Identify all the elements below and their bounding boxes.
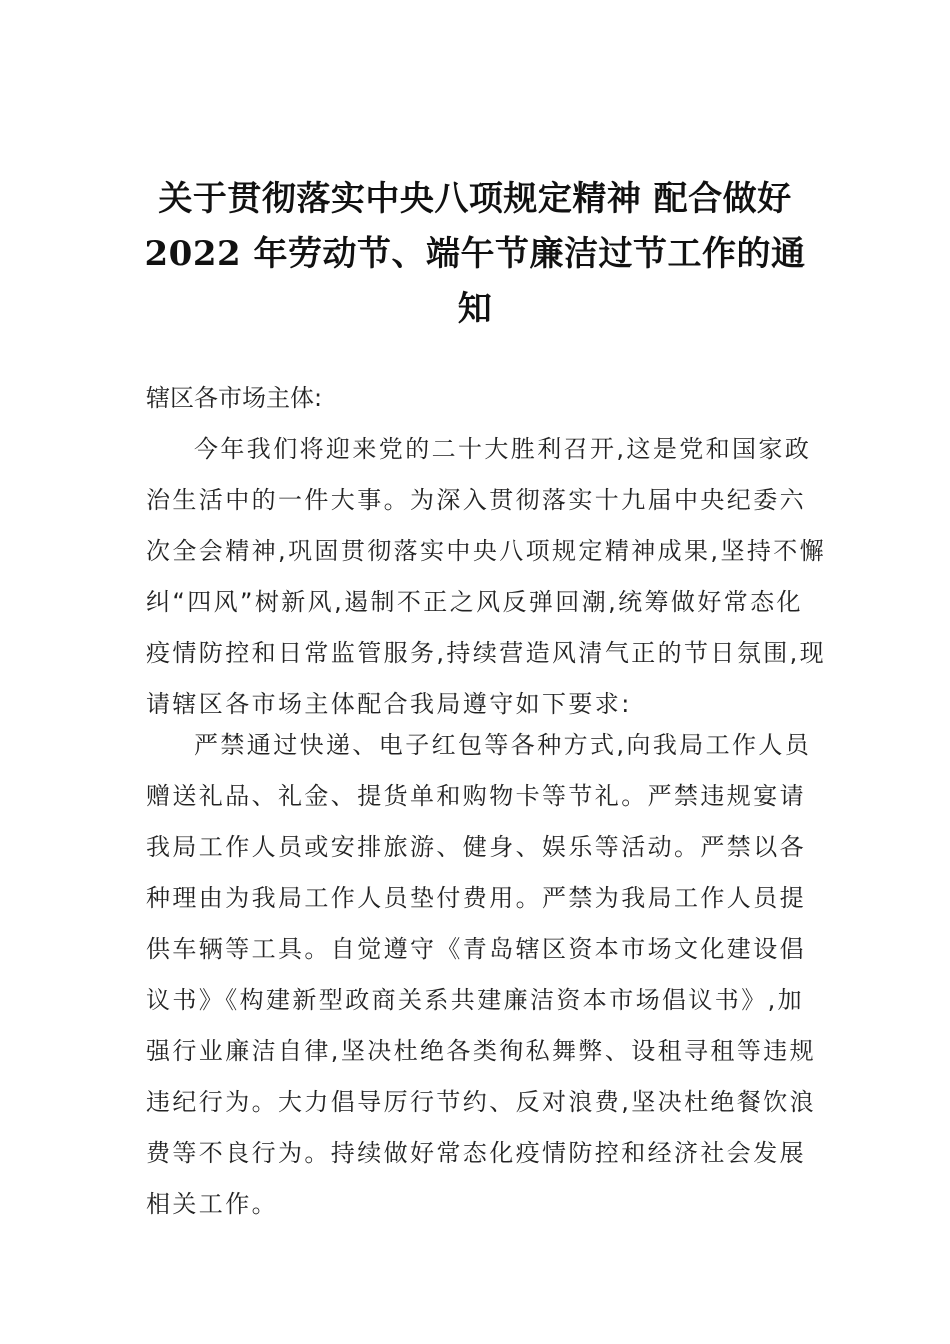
paragraph-1 <box>146 424 827 730</box>
paragraph-line: 请辖区各市场主体配合我局遵守如下要求: <box>146 690 632 718</box>
paragraph-line: 议书》《构建新型政商关系共建廉洁资本市场倡议书》,加 <box>146 986 805 1014</box>
title-line: 关于贯彻落实中央八项规定精神 配合做好 <box>158 179 792 219</box>
paragraph-line: 我局工作人员或安排旅游、健身、娱乐等活动。严禁以各 <box>146 833 806 861</box>
paragraph-line: 强行业廉洁自律,坚决杜绝各类徇私舞弊、设租寻租等违规 <box>146 1037 817 1065</box>
salutation: 辖区各市场主体: <box>146 384 323 412</box>
paragraph-line: 费等不良行为。持续做好常态化疫情防控和经济社会发展 <box>146 1139 806 1167</box>
paragraph-line: 治生活中的一件大事。为深入贯彻落实十九届中央纪委六 <box>146 486 806 514</box>
paragraph-line: 相关工作。 <box>146 1190 278 1218</box>
document-title <box>120 172 830 337</box>
paragraph-line: 今年我们将迎来党的二十大胜利召开,这是党和国家政 <box>194 435 812 463</box>
paragraph-line: 次全会精神,巩固贯彻落实中央八项规定精神成果,坚持不懈 <box>146 537 827 565</box>
paragraph-line: 供车辆等工具。自觉遵守《青岛辖区资本市场文化建设倡 <box>146 935 806 963</box>
paragraph-line: 种理由为我局工作人员垫付费用。严禁为我局工作人员提 <box>146 884 806 912</box>
paragraph-line: 赠送礼品、礼金、提货单和购物卡等节礼。严禁违规宴请 <box>146 782 806 810</box>
title-line: 2022 年劳动节、端午节廉洁过节工作的通 <box>144 234 806 274</box>
title-line: 知 <box>457 289 493 329</box>
paragraph-line: 违纪行为。大力倡导厉行节约、反对浪费,坚决杜绝餐饮浪 <box>146 1088 817 1116</box>
paragraph-line: 纠“四风”树新风,遏制不正之风反弹回潮,统筹做好常态化 <box>146 588 803 616</box>
paragraph-line: 严禁通过快递、电子红包等各种方式,向我局工作人员 <box>194 731 812 759</box>
paragraph-line: 疫情防控和日常监管服务,持续营造风清气正的节日氛围,现 <box>146 639 827 667</box>
paragraph-2 <box>146 720 817 1230</box>
